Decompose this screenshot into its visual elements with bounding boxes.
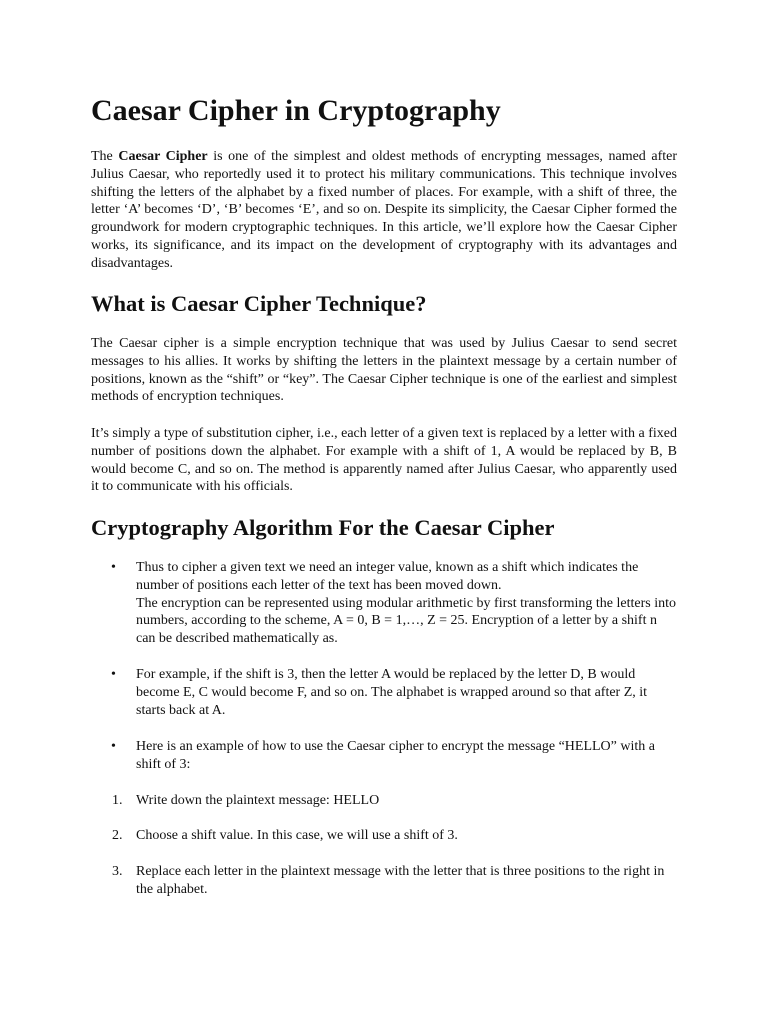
numbered-step <box>112 792 677 810</box>
technique-paragraph-1: The Caesar cipher is a simple encryption technique that was used by Julius Caesar to send secret messages to his allies. It works by shifting the letters in the plaintext message by a certain number of positions, known as the “shift” or “key”. The Caesar Cipher technique is one of the earliest and simplest methods of encryption techniques. <box>91 336 677 405</box>
step-number: 1. <box>112 793 123 808</box>
bullet-marker: • <box>111 667 116 682</box>
section-heading-technique: What is Caesar Cipher Technique? <box>91 291 427 316</box>
bullet-text-continued: The encryption can be represented using modular arithmetic by first transforming the letters into numbers, according to the scheme, A = 0, B = 1,…, Z = 25. Encryption of a letter by a shift n can be described mathematically as. <box>136 595 676 647</box>
bullet-text: Thus to cipher a given text we need an integer value, known as a shift which indicates the number of positions each letter of the text has been moved down. <box>136 560 639 593</box>
step-text: Write down the plaintext message: HELLO <box>136 793 380 808</box>
page-title: Caesar Cipher in Cryptography <box>91 94 501 127</box>
bullet-item <box>111 738 677 774</box>
bullet-text: For example, if the shift is 3, then the letter A would be replaced by the letter D, B would become E, C would become F, and so on. The alphabet is wrapped around so that after Z, it starts back at A. <box>136 667 648 718</box>
intro-prefix: The <box>91 149 119 164</box>
step-text: Replace each letter in the plaintext message with the letter that is three positions to the right in the alphabet. <box>136 864 665 897</box>
intro-bold-term: Caesar Cipher <box>118 149 208 164</box>
bullet-item <box>111 559 677 648</box>
bullet-marker: • <box>111 560 116 575</box>
step-number: 3. <box>112 864 123 879</box>
numbered-step <box>112 827 677 845</box>
intro-paragraph <box>91 148 677 273</box>
bullet-marker: • <box>111 739 116 754</box>
numbered-step <box>112 863 677 899</box>
bullet-item <box>111 666 677 719</box>
step-number: 2. <box>112 828 123 843</box>
step-text: Choose a shift value. In this case, we will use a shift of 3. <box>136 828 458 843</box>
technique-paragraph-2: It’s simply a type of substitution cipher, i.e., each letter of a given text is replaced by a letter with a fixed number of positions down the alphabet. For example with a shift of 1, A would be replaced by B, B would become C, and so on. The method is apparently named after Julius Caesar, who apparently used it to communicate with his officials. <box>91 426 677 495</box>
intro-rest: is one of the simplest and oldest methods of encrypting messages, named after Julius Caesar, who reportedly used it to protect his military communications. This technique involves shifting the letters of the alphabet by a fixed number of places. For example, with a shift of three, the letter ‘A’ becomes ‘D’, ‘B’ becomes ‘E’, and so on. Despite its simplicity, the Caesar Cipher formed the groundwork for modern cryptographic techniques. In this article, we’ll explore how the Caesar Cipher works, its significance, and its impact on the development of cryptography with its advantages and disadvantages. <box>91 149 678 271</box>
bullet-text: Here is an example of how to use the Caesar cipher to encrypt the message “HELLO” with a shift of 3: <box>136 739 655 772</box>
section-heading-algorithm: Cryptography Algorithm For the Caesar Cipher <box>91 515 555 540</box>
